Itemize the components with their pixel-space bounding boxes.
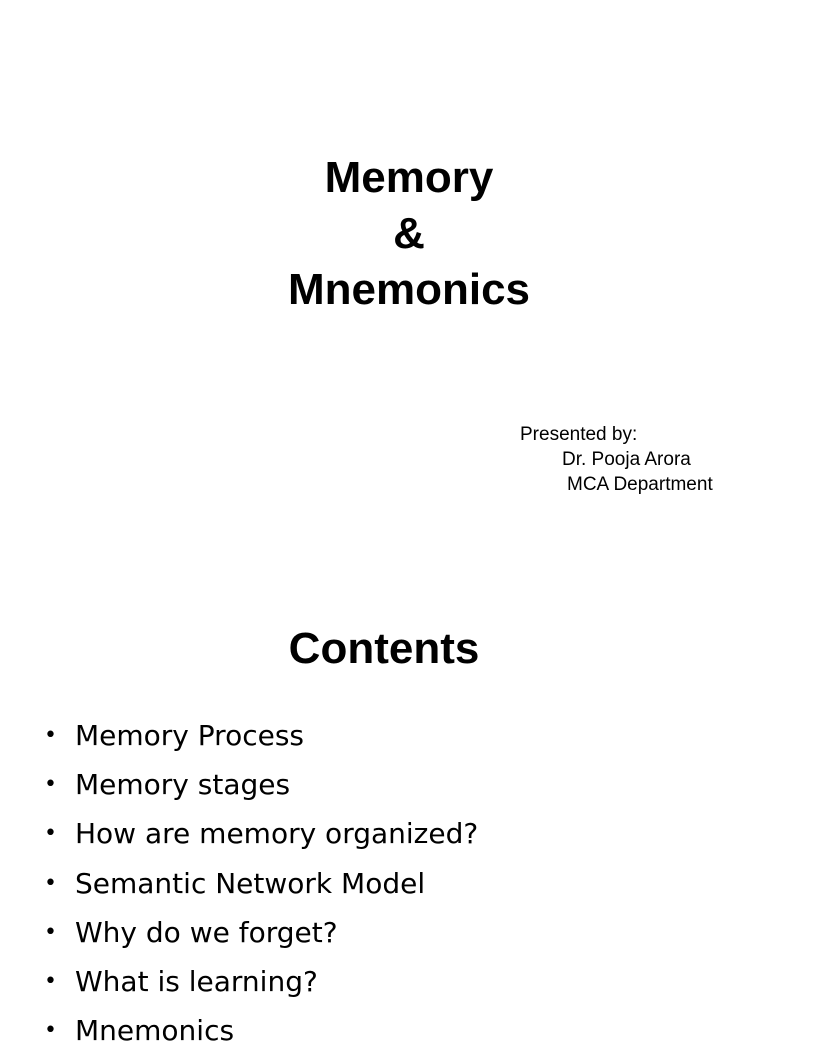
bullet-icon: •: [44, 919, 57, 945]
list-item-text: What is learning?: [75, 964, 318, 998]
list-item-text: Memory stages: [75, 768, 291, 802]
bullet-icon: •: [44, 821, 57, 847]
list-item: [44, 760, 478, 809]
list-item: [44, 957, 478, 1006]
list-item: [44, 908, 478, 957]
bullet-icon: •: [44, 723, 57, 748]
bullet-icon: •: [44, 1018, 57, 1044]
list-item-text: Mnemonics: [75, 1014, 235, 1048]
list-item: [44, 859, 478, 908]
slide-title: [0, 150, 818, 318]
presenter-department: MCA Department: [567, 474, 713, 495]
list-item-text: Memory Process: [75, 719, 304, 752]
list-item: [44, 809, 478, 858]
bullet-icon: •: [44, 870, 57, 896]
list-item-text: Why do we forget?: [75, 915, 338, 949]
contents-title: Contents: [288, 624, 480, 673]
list-item: [44, 1006, 478, 1055]
presenter-label: Presented by:: [520, 424, 638, 445]
title-line-2: &: [393, 209, 425, 258]
list-item-text: Semantic Network Model: [75, 866, 426, 900]
bullet-icon: •: [44, 968, 57, 994]
bullet-icon: •: [44, 772, 57, 798]
list-item: [44, 711, 478, 760]
title-line-3: Mnemonics: [287, 265, 531, 314]
title-line-1: Memory: [324, 153, 494, 202]
contents-slide: [0, 576, 768, 1048]
list-item-text: How are memory organized?: [75, 817, 479, 851]
contents-list: [44, 711, 478, 1055]
presenter-info: [520, 422, 713, 497]
presenter-name: Dr. Pooja Arora: [562, 449, 691, 470]
